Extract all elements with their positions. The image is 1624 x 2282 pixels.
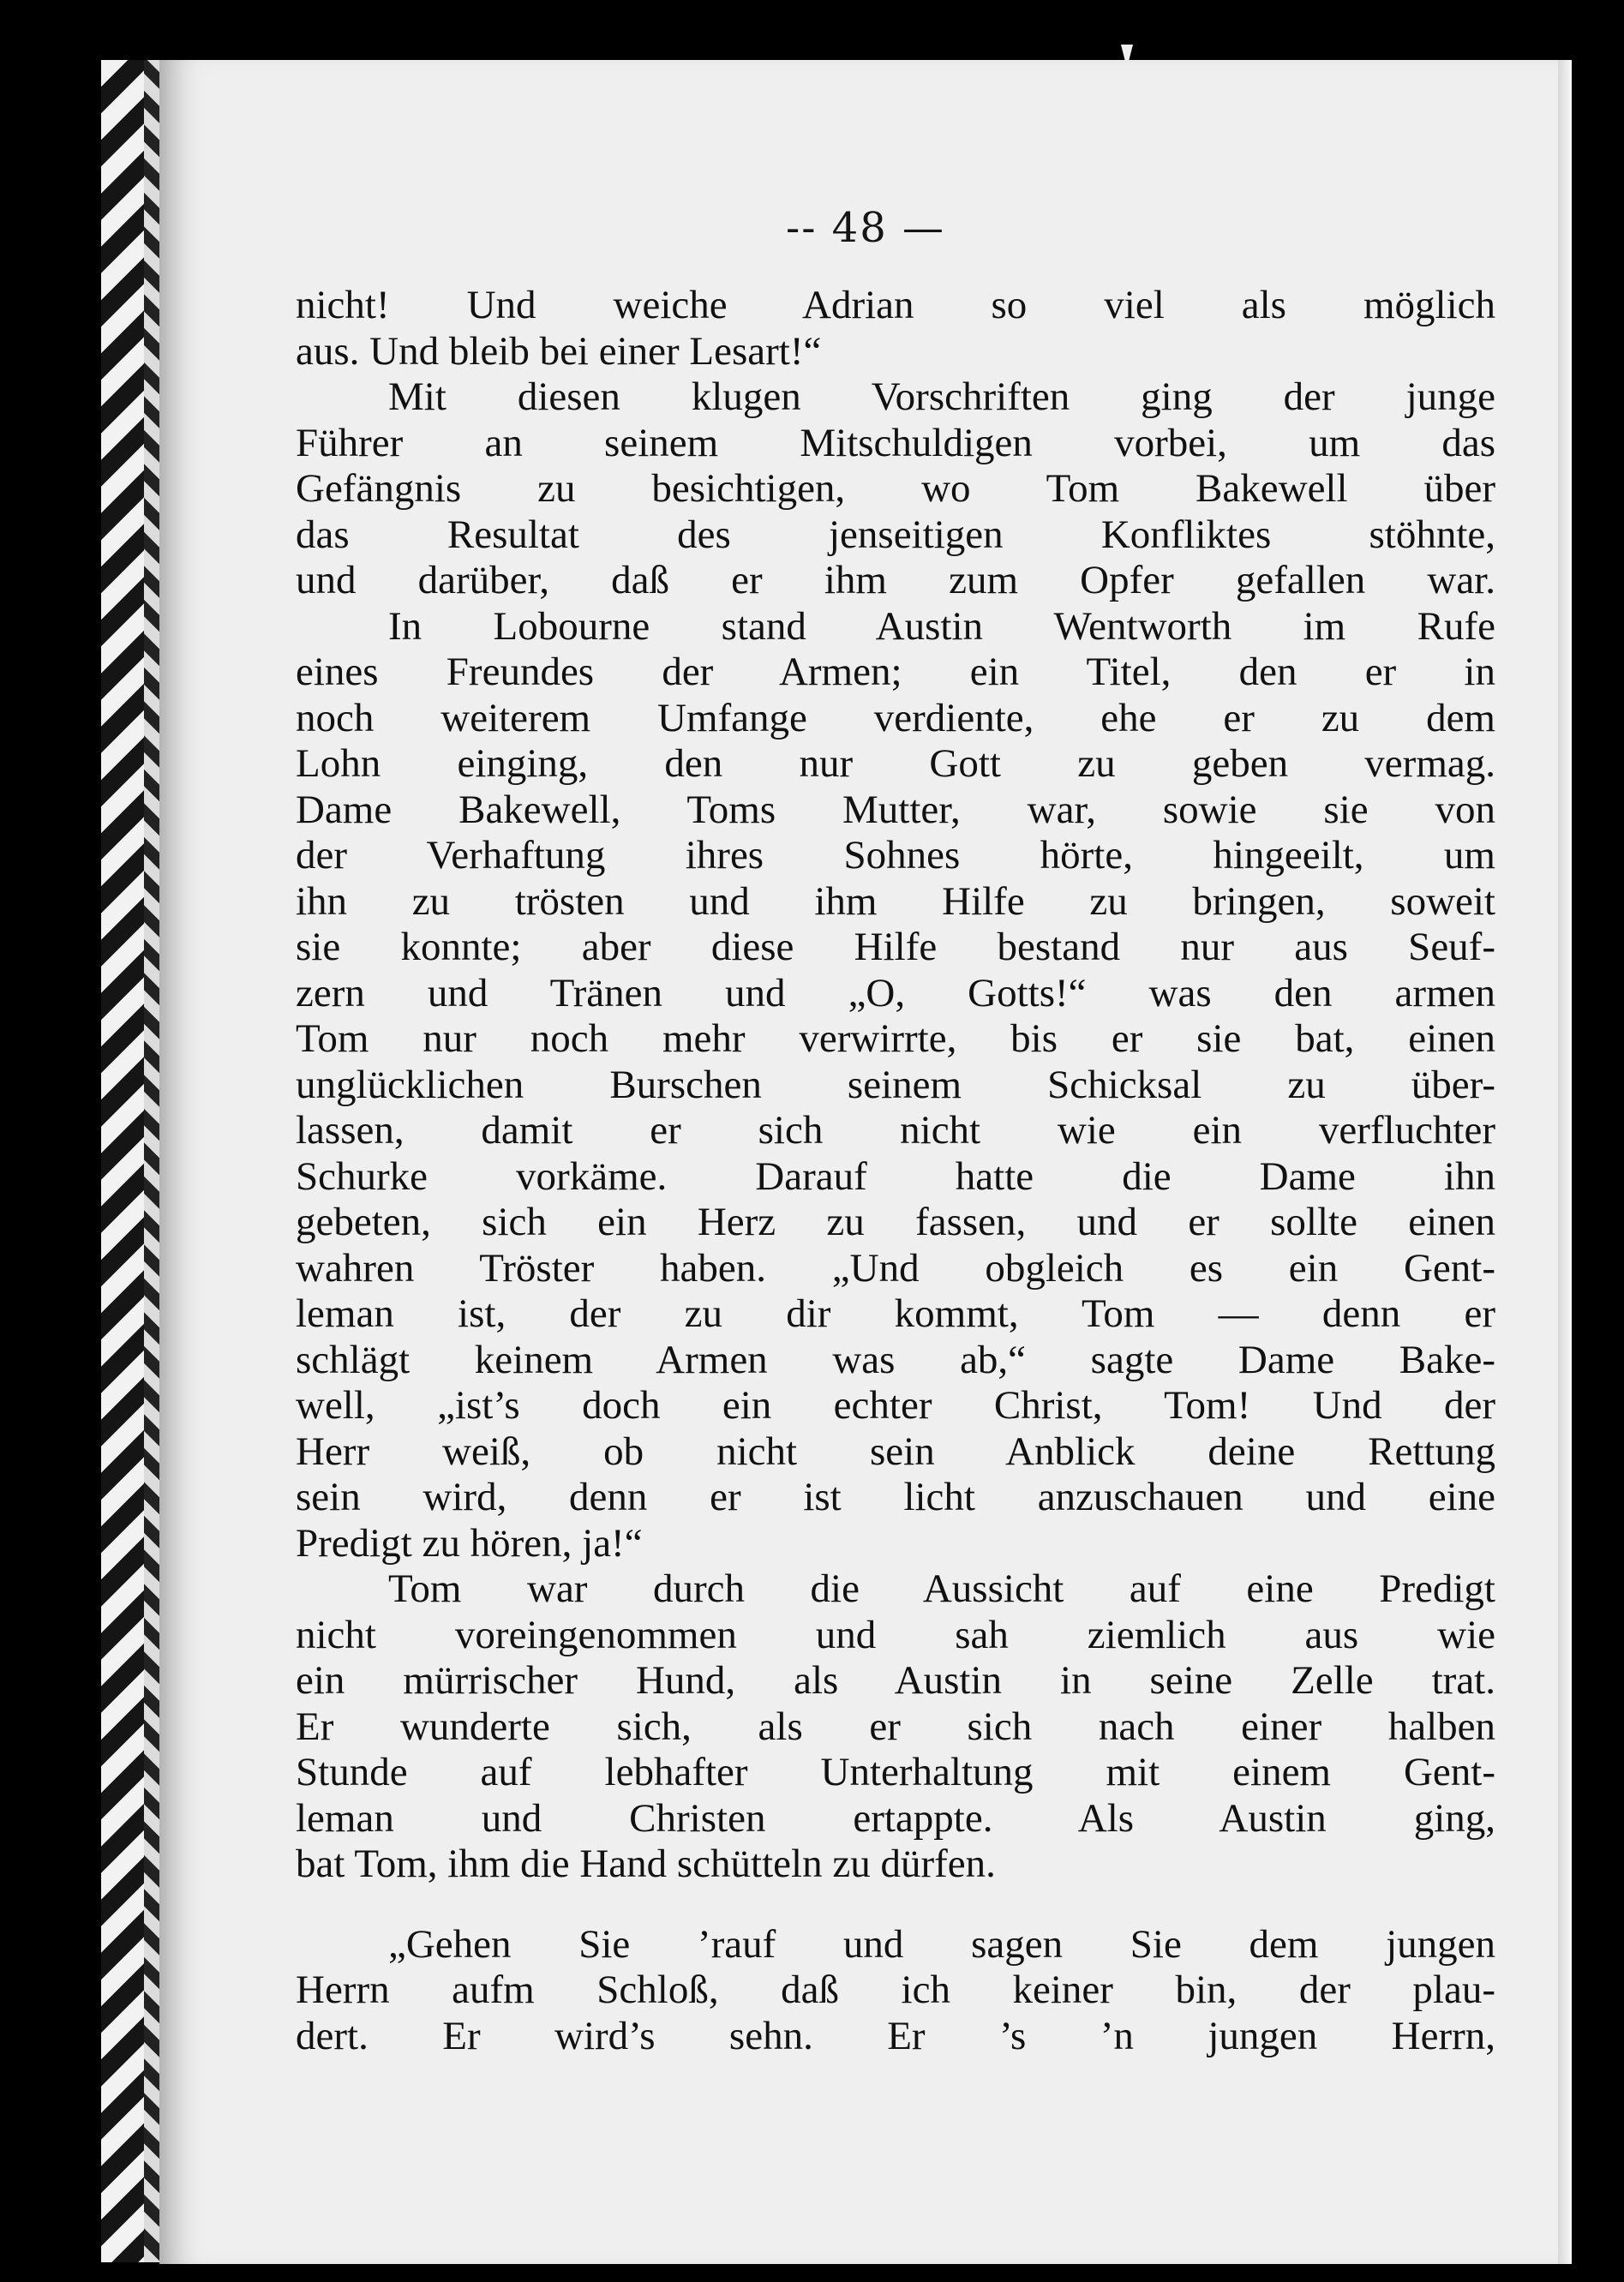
text-line: Herrn aufm Schloß, daß ich keiner bin, der plau- — [296, 1968, 1495, 2012]
text-line: Herr weiß, ob nicht sein Anblick deine Rettung — [296, 1428, 1495, 1474]
text-line: ihn zu trösten und ihm Hilfe zu bringen, soweit — [296, 878, 1495, 924]
text-line: leman und Christen ertappte. Als Austin ging, — [296, 1795, 1495, 1841]
text-line: sein wird, denn er ist licht anzuschauen und eine — [296, 1475, 1495, 1519]
text-line: nicht voreingenommen und sah ziemlich aus wie — [296, 1612, 1495, 1657]
text-line: bat Tom, ihm die Hand schütteln zu dürfen. — [296, 1842, 996, 1886]
text-line: well, „ist’s doch ein echter Christ, Tom! Und der — [296, 1383, 1495, 1428]
text-line: Predigt zu hören, ja!“ — [296, 1520, 643, 1566]
text-line: ein mürrischer Hund, als Austin in seine Zelle trat. — [296, 1658, 1495, 1703]
text-line: sie konnte; aber diese Hilfe bestand nur aus Seuf- — [296, 925, 1495, 969]
text-line: schlägt keinem Armen was ab,“ sagte Dame Bake- — [296, 1337, 1495, 1382]
text-line: und darüber, daß er ihm zum Opfer gefallen war. — [296, 558, 1495, 602]
text-line: Tom war durch die Aussicht auf eine Predigt — [388, 1566, 1495, 1611]
text-line: nicht! Und weiche Adrian so viel als möglich — [296, 283, 1495, 327]
text-line: Mit diesen klugen Vorschriften ging der junge — [388, 374, 1495, 419]
text-line: Lohn einging, den nur Gott zu geben vermag. — [296, 741, 1495, 786]
page-edge — [1558, 60, 1572, 2264]
text-line: wahren Tröster haben. „Und obgleich es ein Gent- — [296, 1245, 1495, 1291]
page-number: -- 48 — — [785, 204, 946, 252]
text-line: Er wunderte sich, als er sich nach einer halben — [296, 1704, 1495, 1749]
text-line: gebeten, sich ein Herz zu fassen, und er sollte einen — [296, 1200, 1495, 1244]
text-line: lassen, damit er sich nicht wie ein verfluchter — [296, 1108, 1495, 1153]
text-line: zern und Tränen und „O, Gotts!“ was den armen — [296, 970, 1495, 1015]
text-line: In Lobourne stand Austin Wentworth im Rufe — [388, 603, 1495, 649]
book-binding — [101, 60, 159, 2262]
text-line: unglücklichen Burschen seinem Schicksal zu über- — [296, 1062, 1495, 1107]
text-line: aus. Und bleib bei einer Lesart!“ — [296, 328, 822, 374]
text-line: der Verhaftung ihres Sohnes hörte, hingeeilt, um — [296, 833, 1495, 877]
text-line: dert. Er wird’s sehn. Er ’s ’n jungen Herrn, — [296, 2013, 1495, 2058]
text-line: Tom nur noch mehr verwirrte, bis er sie bat, einen — [296, 1016, 1495, 1061]
text-line: Dame Bakewell, Toms Mutter, war, sowie sie von — [296, 787, 1495, 832]
text-line: Führer an seinem Mitschuldigen vorbei, um das — [296, 420, 1495, 465]
body-text — [296, 283, 1495, 2059]
text-line: Gefängnis zu besichtigen, wo Tom Bakewell über — [296, 466, 1495, 511]
text-line: noch weiterem Umfange verdiente, ehe er zu dem — [296, 695, 1495, 740]
text-line: eines Freundes der Armen; ein Titel, den er in — [296, 650, 1495, 694]
text-line: Schurke vorkäme. Darauf hatte die Dame ihn — [296, 1153, 1495, 1199]
text-line: das Resultat des jenseitigen Konfliktes stöhnte, — [296, 512, 1495, 557]
text-line: Stunde auf lebhafter Unterhaltung mit einem Gent- — [296, 1750, 1495, 1794]
text-line: „Gehen Sie ’rauf und sagen Sie dem jungen — [388, 1921, 1495, 1967]
paragraph-gap — [296, 1888, 1495, 1922]
text-line: leman ist, der zu dir kommt, Tom — denn er — [296, 1291, 1495, 1336]
